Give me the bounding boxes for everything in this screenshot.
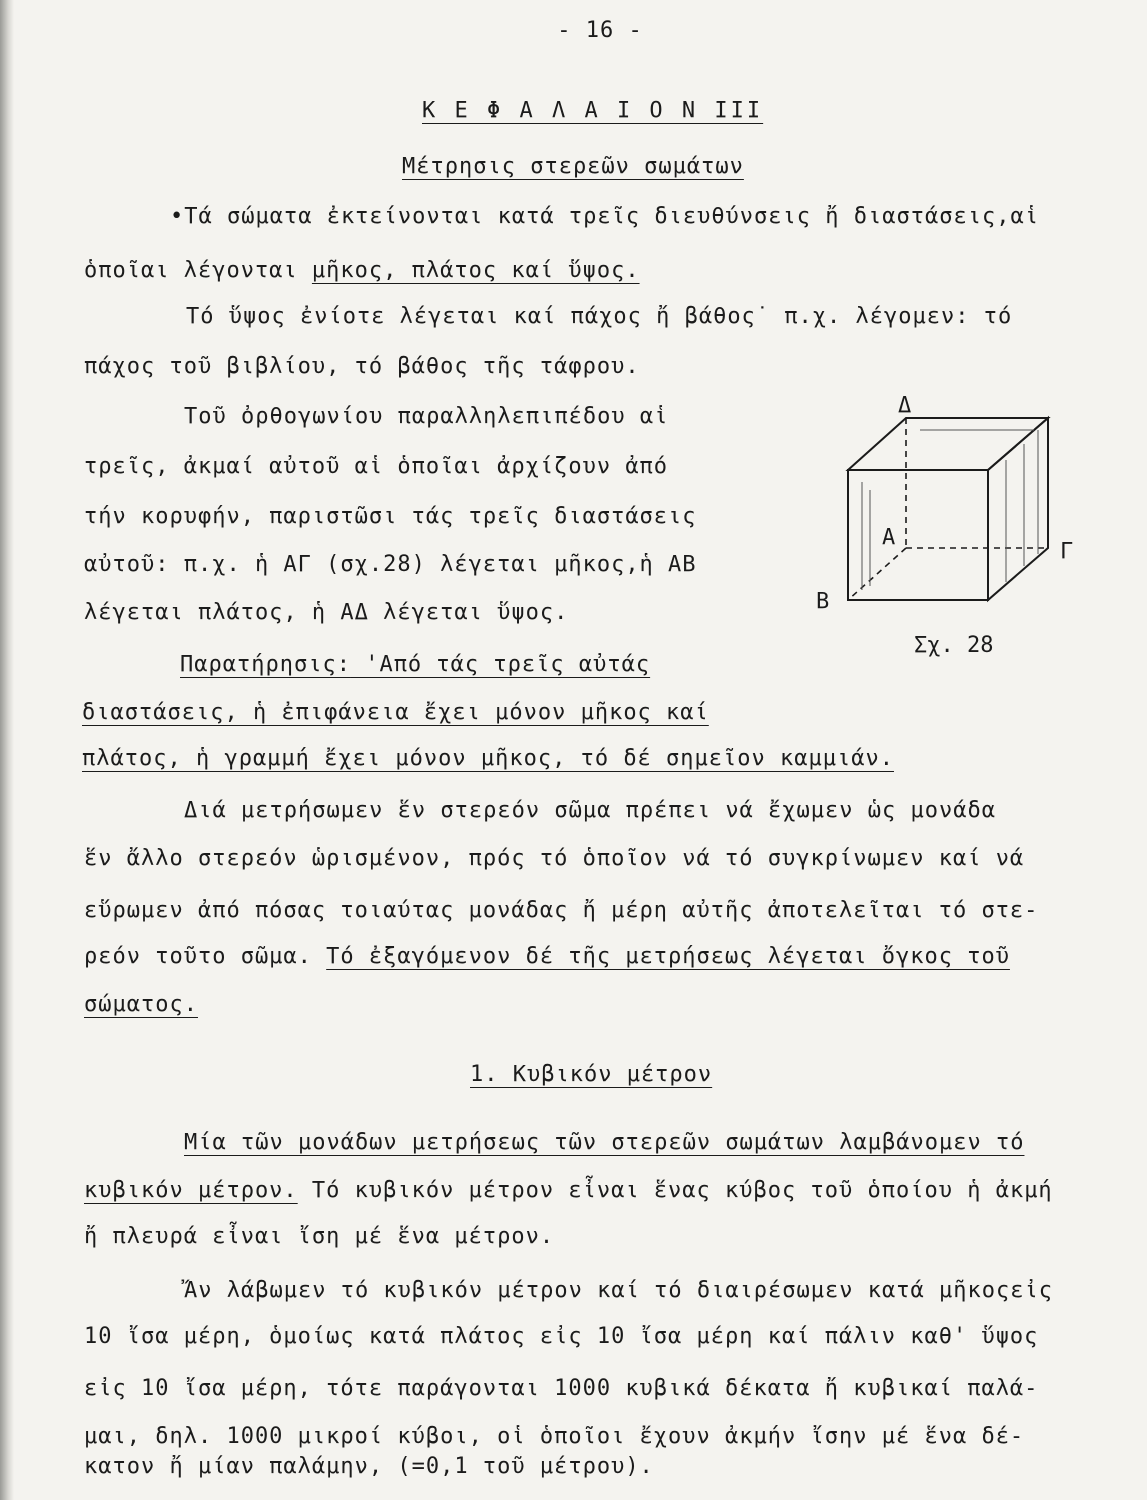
p3-line-1: Τοῦ ὀρθογωνίου παραλληλεπιπέδου αἱ	[184, 404, 669, 429]
p4-line-5: σώματος.	[84, 992, 198, 1017]
p3-line-5: λέγεται πλάτος, ἡ ΑΔ λέγεται ὕψος.	[84, 600, 569, 625]
page-number: - 16 -	[557, 18, 643, 43]
p4-line-2: ἕν ἄλλο στερεόν ὡρισμένον, πρός τό ὁποῖον νά τό συγκρίνωμεν καί νά	[84, 846, 1025, 871]
p6-line-3: εἰς 10 ἴσα μέρη, τότε παράγονται 1000 κυβικά δέκατα ἤ κυβικαί παλά-	[84, 1376, 1039, 1401]
p5-line-2	[84, 1176, 1053, 1206]
p4-line-1: Διά μετρήσωμεν ἕν στερεόν σῶμα πρέπει νά ἔχωμεν ὡς μονάδα	[184, 798, 996, 823]
remark	[180, 650, 650, 680]
cube-right-face	[988, 418, 1048, 600]
p1-line-1: •Τά σώματα ἐκτείνονται κατά τρεῖς διευθύνσεις ἤ διαστάσεις,αἱ	[170, 204, 1039, 229]
p5-line-1: Μία τῶν μονάδων μετρήσεως τῶν στερεῶν σωμάτων λαμβάνομεν τό	[184, 1130, 1025, 1155]
p6-line-1: Ἄν λάβωμεν τό κυβικόν μέτρον καί τό διαιρέσωμεν κατά μῆκοςεἰς	[184, 1278, 1053, 1303]
p3-line-2: τρεῖς, ἀκμαί αὐτοῦ αἱ ὁποῖαι ἀρχίζουν ἀπό	[84, 454, 669, 479]
label-beta: Β	[816, 589, 830, 614]
remark-line-2: διαστάσεις, ἡ ἐπιφάνεια ἔχει μόνον μῆκος καί	[82, 700, 709, 725]
p1-line-2-underlined: μῆκος, πλάτος καί ὕψος.	[311, 258, 640, 283]
chapter-heading: Κ Ε Φ Α Λ Α Ι Ο Ν ΙΙΙ	[422, 98, 764, 123]
figure-caption: Σχ. 28	[914, 633, 994, 658]
p4-line-4-underlined: Τό ἐξαγόμενον δέ τῆς μετρήσεως λέγεται ὄγκος τοῦ	[326, 944, 1010, 969]
p2-line-2: πάχος τοῦ βιβλίου, τό βάθος τῆς τάφρου.	[84, 354, 640, 379]
p4-line-4-text: ρεόν τοῦτο σῶμα.	[84, 944, 327, 969]
p1-line-2	[84, 256, 640, 286]
p6-line-4: μαι, δηλ. 1000 μικροί κύβοι, οἱ ὁποῖοι ἔχουν ἀκμήν ἴσην μέ ἕνα δέ-	[84, 1424, 1025, 1449]
remark-label: Παρατήρησις:	[180, 652, 351, 677]
p6-line-5: κατον ἤ μίαν παλάμην, (=0,1 τοῦ μέτρου).	[84, 1454, 654, 1479]
remark-line-1: 'Από τάς τρεῖς αὐτάς	[350, 652, 651, 677]
p5-line-3: ἤ πλευρά εἶναι ἴση μέ ἕνα μέτρον.	[84, 1224, 555, 1249]
p1-line-2-text: ὁποῖαι λέγονται	[84, 258, 312, 283]
p4-line-4	[84, 942, 1010, 972]
p5-line-2-underlined: κυβικόν μέτρον.	[84, 1178, 298, 1203]
p3-line-3: τήν κορυφήν, παριστῶσι τάς τρεῖς διαστάσεις	[84, 504, 697, 529]
page-edge-shadow	[0, 0, 14, 1500]
figure-28-cube	[810, 390, 1110, 680]
p5-line-2-text: Τό κυβικόν μέτρον εἶναι ἕνας κύβος τοῦ ὁποίου ἡ ἀκμή	[297, 1178, 1053, 1203]
cube-diagram	[810, 390, 1110, 680]
p6-line-2: 10 ἴσα μέρη, ὁμοίως κατά πλάτος εἰς 10 ἴσα μέρη καί πάλιν καθ' ὕψος	[84, 1324, 1039, 1349]
label-delta: Δ	[898, 393, 912, 418]
remark-line-3: πλάτος, ἡ γραμμή ἔχει μόνον μῆκος, τό δέ σημεῖον καμμιάν.	[82, 746, 894, 771]
p2-line-1: Τό ὕψος ἐνίοτε λέγεται καί πάχος ἤ βάθος˙ π.χ. λέγομεν: τό	[186, 304, 1013, 329]
section-title: Μέτρησις στερεῶν σωμάτων	[402, 154, 744, 179]
subsection-title: 1. Κυβικόν μέτρον	[470, 1062, 713, 1087]
label-alpha: Α	[882, 525, 896, 550]
hidden-edge-width	[848, 548, 906, 600]
label-gamma: Γ	[1060, 539, 1074, 564]
p4-line-3: εὕρωμεν ἀπό πόσας τοιαύτας μονάδας ἤ μέρη αὐτῆς ἀποτελεῖται τό στε-	[84, 898, 1039, 923]
p3-line-4: αὐτοῦ: π.χ. ἡ ΑΓ (σχ.28) λέγεται μῆκος,ἡ ΑΒ	[84, 552, 697, 577]
